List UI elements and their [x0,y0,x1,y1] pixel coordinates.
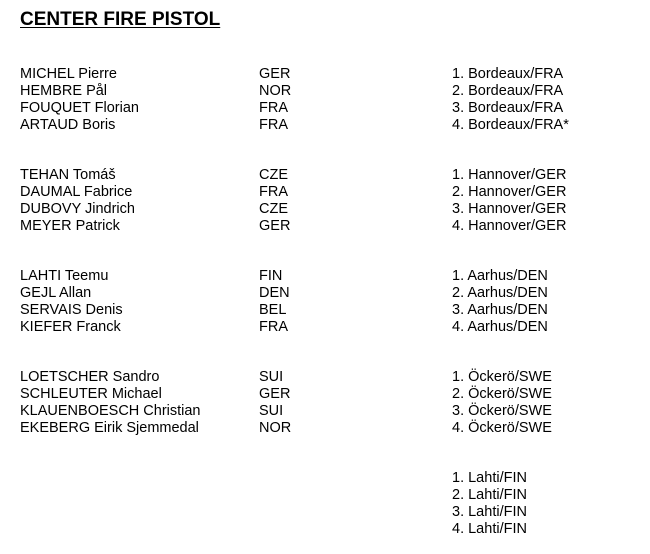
table-row [0,268,650,285]
table-row [0,218,650,235]
table-row [0,201,650,218]
event-placement: 4. Aarhus/DEN [452,319,548,335]
event-placement: 2. Lahti/FIN [452,487,527,503]
table-row [0,420,650,437]
shooter-nation: SUI [259,403,284,419]
shooter-nation: GER [259,386,291,402]
shooter-nation: NOR [259,420,292,436]
results-group-ockero [0,369,650,437]
event-placement: 4. Hannover/GER [452,218,567,234]
results-group-lahti [0,470,650,538]
table-row [0,66,650,83]
shooter-nation: GER [259,66,291,82]
event-placement: 3. Lahti/FIN [452,504,527,520]
shooter-name: EKEBERG Eirik Sjemmedal [20,420,199,436]
shooter-name: ARTAUD Boris [20,117,116,133]
shooter-name: TEHAN Tomáš [20,167,116,183]
table-row [0,302,650,319]
shooter-name: MICHEL Pierre [20,66,117,82]
event-placement: 3. Aarhus/DEN [452,302,548,318]
shooter-nation: GER [259,218,291,234]
table-row [0,285,650,302]
shooter-nation: DEN [259,285,290,301]
event-placement: 2. Öckerö/SWE [452,386,552,402]
shooter-nation: FIN [259,268,283,284]
shooter-nation: SUI [259,369,284,385]
shooter-name: HEMBRE Pål [20,83,108,99]
table-row [0,100,650,117]
table-row [0,319,650,336]
event-placement: 4. Lahti/FIN [452,521,527,537]
event-placement: 2. Hannover/GER [452,184,567,200]
shooter-name: LAHTI Teemu [20,268,109,284]
shooter-nation: FRA [259,117,288,133]
shooter-nation: CZE [259,167,288,183]
shooter-name: GEJL Allan [20,285,92,301]
shooter-name: FOUQUET Florian [20,100,139,116]
table-row [0,117,650,134]
table-row [0,83,650,100]
table-row [0,184,650,201]
shooter-nation: FRA [259,100,288,116]
shooter-name: MEYER Patrick [20,218,120,234]
table-row [0,369,650,386]
table-row [0,167,650,184]
shooter-name: SCHLEUTER Michael [20,386,162,402]
shooter-nation: BEL [259,302,287,318]
event-placement: 2. Bordeaux/FRA [452,83,564,99]
table-row [0,403,650,420]
shooter-nation: FRA [259,319,288,335]
shooter-name: LOETSCHER Sandro [20,369,160,385]
event-placement: 4. Öckerö/SWE [452,420,552,436]
shooter-nation: FRA [259,184,288,200]
event-placement: 4. Bordeaux/FRA* [452,117,569,133]
shooter-name: KLAUENBOESCH Christian [20,403,201,419]
table-row [0,386,650,403]
shooter-nation: CZE [259,201,288,217]
shooter-name: SERVAIS Denis [20,302,123,318]
event-placement: 1. Bordeaux/FRA [452,66,564,82]
event-placement: 1. Lahti/FIN [452,470,527,486]
shooter-nation: NOR [259,83,292,99]
results-group-bordeaux [0,66,650,134]
shooter-name: KIEFER Franck [20,319,121,335]
page-title: CENTER FIRE PISTOL [20,9,221,30]
event-placement: 1. Hannover/GER [452,167,567,183]
event-placement: 3. Öckerö/SWE [452,403,552,419]
results-group-hannover [0,167,650,235]
table-row [0,504,650,521]
event-placement: 1. Aarhus/DEN [452,268,548,284]
results-group-aarhus [0,268,650,336]
shooter-name: DAUMAL Fabrice [20,184,133,200]
table-row [0,521,650,538]
event-placement: 1. Öckerö/SWE [452,369,552,385]
event-placement: 3. Hannover/GER [452,201,567,217]
table-row [0,470,650,487]
table-row [0,487,650,504]
event-placement: 2. Aarhus/DEN [452,285,548,301]
shooter-name: DUBOVY Jindrich [20,201,135,217]
event-placement: 3. Bordeaux/FRA [452,100,564,116]
